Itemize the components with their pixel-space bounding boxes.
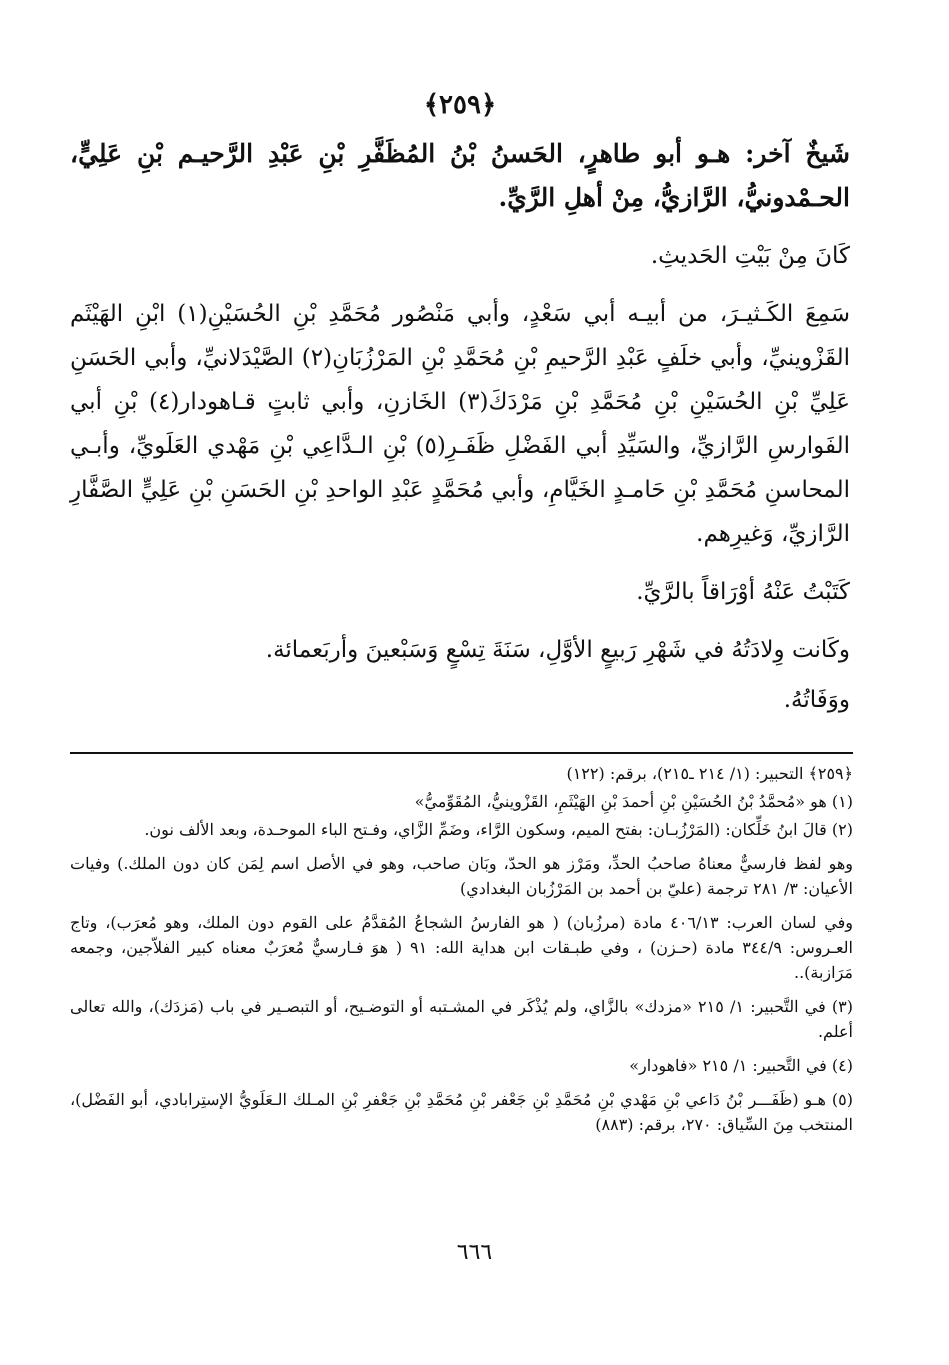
footnote-2-continued: وهو لفظ فارسيٌّ معناهُ صاحبُ الحدِّ، ومَرْز هو الحدّ، وبَان صاحب، وهو في الأصل اسم لِمَن كان دون الملك.) وفيات الأعيان: ٣/ ٢٨١ ترجمة (عليّ بن أحمد بن المَرْزُبان البغدادي) — [70, 854, 853, 898]
footnote-2: (٢) قالَ ابنُ خَلِّكان: (المَرْزُبـان: بفتح الميم، وسكون الرَّاء، وضَمِّ الزَّاي، وفـتح الباء الموحـدة، وبعد الألف نون. — [144, 820, 853, 839]
entry-number: ﴿٢٥٩﴾ — [423, 90, 497, 120]
paragraph-death: ووَفَاتُهُ. — [783, 687, 850, 713]
footnotes — [70, 758, 853, 1137]
footnote-divider — [70, 752, 853, 754]
footnote-1: (١) هو «مُحمَّدُ بْنُ الحُسَيْنِ بْنِ أحمدَ بْنِ الهَيْثَمِ، القَزْوينيُّ، المُقَوِّميُّ» — [414, 792, 853, 811]
footnote-source: ﴿٢٥٩﴾ التحبير: (١/ ٢١٤ ـ٢١٥)، برقم: (١٢٢) — [566, 764, 853, 783]
paragraph-teachers: سَمِعَ الكَـثيـرَ، من أبيـه أبي سَعْدٍ، وأبي مَنْصُور مُحَمَّدِ بْنِ الحُسَيْنِ(١) ابْنِ الهَيْثَم القَزْوينيِّ، وأبي خلَفٍ عَبْدِ الرَّحيمِ بْنِ مُحَمَّدِ بْنِ المَرْزُبَانِ(٢) الصَّيْدَلانيِّ، وأبي الحَسَنِ عَلِيِّ بْنِ الحُسَيْنِ بْنِ مُحَمَّدِ بْنِ مَرْدَكَ(٣) الخَازنِ، وأبي ثابتٍ قـاهودار(٤) بْنِ أبي الفَوارسِ الرَّازيِّ، والسَيِّدِ أبي الفَضْلِ ظَفَـرِ(٥) بْنِ الـدَّاعِي بْنِ مَهْدي العَلَويِّ، وأبـي المحاسنِ مُحَمَّدِ بْنِ حَامـدٍ الخَيَّامِ، وأبي مُحَمَّدٍ عَبْدِ الواحدِ بْنِ الحَسَنِ بْنِ عَلِيٍّ الصَّفَّارِ الرَّازيِّ، وَغيرِهم. — [70, 301, 851, 547]
footnote-4: (٤) في التَّحبير: ١/ ٢١٥ «فاهودار» — [629, 1056, 853, 1075]
footnote-2-lexicons: وفي لسان العرب: ٤٠٦/١٣ مادة (مرزُبان) ( هو الفارسُ الشجاعُ المُقدَّمُ على القوم دون الملك، وهو مُعرَب)، وتاج العـروس: ٣٤٤/٩ مادة (حـزن) ، وفي طبـقات ابن هداية الله: ٩١ ( هوَ فـارسيٌّ مُعرَبٌ معناه كبير الفلاّجين، وجمعه مَرَازبة).. — [70, 913, 854, 982]
paragraph-birth: وكَانت وِلادَتُهُ في شَهْرِ رَبيعٍ الأوَّلِ، سَنَةَ تِسْعٍ وَسَبْعينَ وأربَعمائة. — [265, 637, 850, 663]
page-number: ٦٦٦ — [456, 1240, 493, 1265]
main-text — [70, 90, 850, 722]
footnote-3: (٣) في التَّحبير: ١/ ٢١٥ «مزدك» بالزَّاي، ولم يُذْكَر في المشـتبه أو التوضـيح، أو التبصـير في باب (مَزدَك)، والله تعالى أعلم. — [70, 997, 854, 1041]
entry-heading: شَيخٌ آخر: هـو أبو طاهرٍ، الحَسنُ بْنُ المُظَفَّرِ بْنِ عَبْدِ الرَّحيـم بْنِ عَلِيٍّ، الحـمْدونيُّ، الرَّازيُّ، مِنْ أهلِ الرَّيِّ. — [70, 139, 850, 212]
footnote-5: (٥) هـو (ظَفَـــر بْنُ دَاعي بْنِ مَهْدي بْنِ مُحَمَّدِ بْنِ جَعْفر بْنِ مُحَمَّدِ بْنِ جَعْفرِ بْنِ المـلك الـعَلَويُّ الإستِرابادي، أبو الفَضْل)، المنتخب مِنَ السِّياق: ٢٧٠، برقم: (٨٨٣) — [70, 1090, 853, 1134]
paragraph-wrote-from-him: كَتَبْتُ عَنْهُ أوْرَاقاً بالرَّيِّ. — [636, 579, 850, 605]
paragraph-house-of-hadith: كَانَ مِنْ بَيْتِ الحَديثِ. — [650, 243, 850, 269]
